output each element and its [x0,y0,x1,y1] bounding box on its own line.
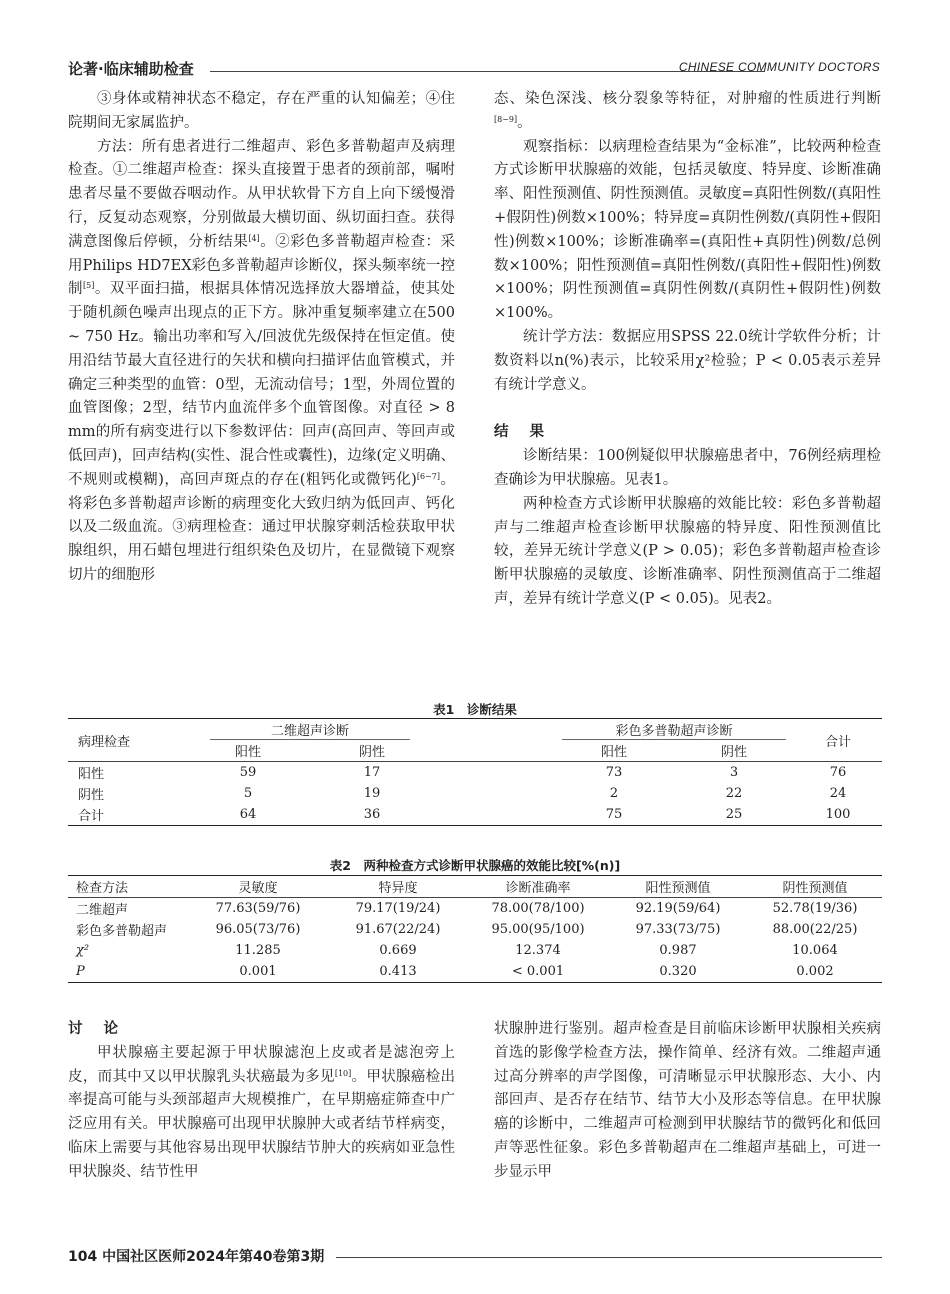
table2-header: 检查方法 [76,881,129,896]
paragraph-efficacy: 两种检查方式诊断甲状腺癌的效能比较：彩色多普勒超声与二维超声检查诊断甲状腺癌的特异度、阳性预测值比较，差异无统计学意义(P > 0.05)；彩色多普勒超声检查诊断甲状腺癌的灵敏度、诊断准确率、阴性预测值高于二维超声，差异有统计学意义(P < 0.05)。见表2。 [494,495,881,607]
table-row: 阳性 59 17 73 3 76 [78,765,847,782]
page-footer: 104 中国社区医师2024年第40卷第3期 [68,1249,325,1265]
table1-caption: 表1 诊断结果 [433,702,517,717]
section-label: 论著·临床辅助检查 [68,60,194,78]
footer-rule [336,1257,882,1258]
table-row: 合计 64 36 75 25 100 [78,807,851,824]
table2 [68,875,882,983]
table2-header: 阳性预测值 [645,881,711,896]
table-row: 彩色多普勒超声 96.05(73/76) 91.67(22/24) 95.00(95/100) 97.33(73/75) 88.00(22/25) [76,922,858,939]
journal-name: CHINESE COMMUNITY DOCTORS [678,60,880,74]
heading-discussion: 讨 论 [68,1021,127,1037]
table2-header: 诊断准确率 [505,881,571,896]
column-4 [494,1018,881,1185]
paragraph-discussion-cont: 状腺肿进行鉴别。超声检查是目前临床诊断甲状腺相关疾病首选的影像学检查方法，操作简单、经济有效。二维超声通过高分辨率的声学图像，可清晰显示甲状腺形态、大小、内部回声、是否存在结节、结节大小及形态等信息。在甲状腺癌的诊断中，二维超声可检测到甲状腺结节的微钙化和低回声等恶性征象。彩色多普勒超声在二维超声基础上，可进一步显示甲 [494,1021,881,1180]
table1-sub-header: 阳性 [234,745,261,760]
table-row: 阴性 5 19 2 22 24 [78,786,847,803]
table-row: χ² 11.285 0.669 12.374 0.987 10.064 [76,943,838,958]
table1-sub-header: 阳性 [600,745,627,760]
paragraph-discussion: 甲状腺癌主要起源于甲状腺滤泡上皮或者是滤泡旁上皮，而其中又以甲状腺乳头状癌最为多见[10]。甲状腺癌检出率提高可能与头颈部超声大规模推广，在早期癌症筛查中广泛应用有关。甲状腺癌可出现甲状腺肿大或者结节样病变，临床上需要与其他容易出现甲状腺结节肿大的疾病如亚急性甲状腺炎、结节性甲 [68,1044,456,1180]
column-1 [68,88,455,588]
table2-header: 特异度 [378,881,418,896]
paragraph-exclusion: ③身体或精神状态不稳定，存在严重的认知偏差；④住院期间无家属监护。 [68,91,455,131]
table1-group-cdfi: 彩色多普勒超声诊断 [554,719,794,740]
paragraph-indicators: 观察指标：以病理检查结果为“金标准”，比较两种检查方式诊断甲状腺癌的效能，包括灵敏度、特异度、诊断准确率、阳性预测值、阴性预测值。灵敏度=真阳性例数/(真阳性+假阴性)例数×100%；特异度=真阴性例数/(真阴性+假阳性)例数×100%；诊断准确率=(真阳性+真阴性)例数/总例数×100%；阳性预测值=真阳性例数/(真阳性+假阳性)例数×100%；阴性预测值=真阴性例数/(真阴性+假阴性)例数×100%。 [494,138,881,322]
table1 [68,718,882,826]
table2-header: 阴性预测值 [782,881,848,896]
paragraph-diagnosis-results: 诊断结果：100例疑似甲状腺癌患者中，76例经病理检查确诊为甲状腺癌。见表1。 [494,448,881,488]
table1-group-2d: 二维超声诊断 [186,719,434,740]
table1-row-header: 病理检查 [78,734,131,750]
table1-sub-header: 阴性 [720,745,747,760]
paragraph-methods-cont: 态、染色深浅、核分裂象等特征，对肿瘤的性质进行判断[8−9]。 [494,91,881,131]
paragraph-statistics: 统计学方法：数据应用SPSS 22.0统计学软件分析；计数资料以n(%)表示，比较采用χ²检验；P < 0.05表示差异有统计学意义。 [494,328,881,393]
table2-caption: 表2 两种检查方式诊断甲状腺癌的效能比较[%(n)] [329,858,621,873]
column-3 [68,1018,455,1185]
table1-sub-header: 阴性 [358,745,385,760]
table-row: 二维超声 77.63(59/76) 79.17(19/24) 78.00(78/100) 92.19(59/64) 52.78(19/36) [76,901,858,918]
table2-header: 灵敏度 [238,881,278,896]
heading-results: 结 果 [494,424,553,441]
column-2 [494,88,881,612]
paragraph-methods: 方法：所有患者进行二维超声、彩色多普勒超声及病理检查。①二维超声检查：探头直接置于患者的颈前部，嘱咐患者尽量不要做吞咽动作。从甲状软骨下方自上向下缓慢滑行，反复动态观察，分别做最大横切面、纵切面扫查。获得满意图像后停顿，分析结果[4]。②彩色多普勒超声检查：采用Philips HD7EX彩色多普勒超声诊断仪，探头频率统一控制[5]。双平面扫描，根据具体情况选择放大器增益，使其处于随机颜色噪声出现点的正下方。脉冲重复频率建立在500 ~ 750 Hz。输出功率和写入/回波优先级保持在恒定值。使用沿结节最大直径进行的矢状和横向扫描评估血管模式，并确定三种类型的血管：0型，无流动信号；1型，外周位置的血管图像；2型，结节内血流伴多个血管图像。对直径 > 8 mm的所有病变进行以下参数评估：回声(高回声、等回声或低回声)，回声结构(实性、混合性或囊性)，边缘(定义明确、不规则或模糊)，高回声斑点的存在(粗钙化或微钙化)[6−7]。将彩色多普勒超声诊断的病理变化大致归纳为低回声、钙化以及二级血流。③病理检查：通过甲状腺穿刺活检获取甲状腺组织，用石蜡包埋进行组织染色及切片，在显微镜下观察切片的细胞形 [68,138,456,583]
table-row: P 0.001 0.413 < 0.001 0.320 0.002 [76,964,834,979]
table1-total-header: 合计 [824,734,851,750]
